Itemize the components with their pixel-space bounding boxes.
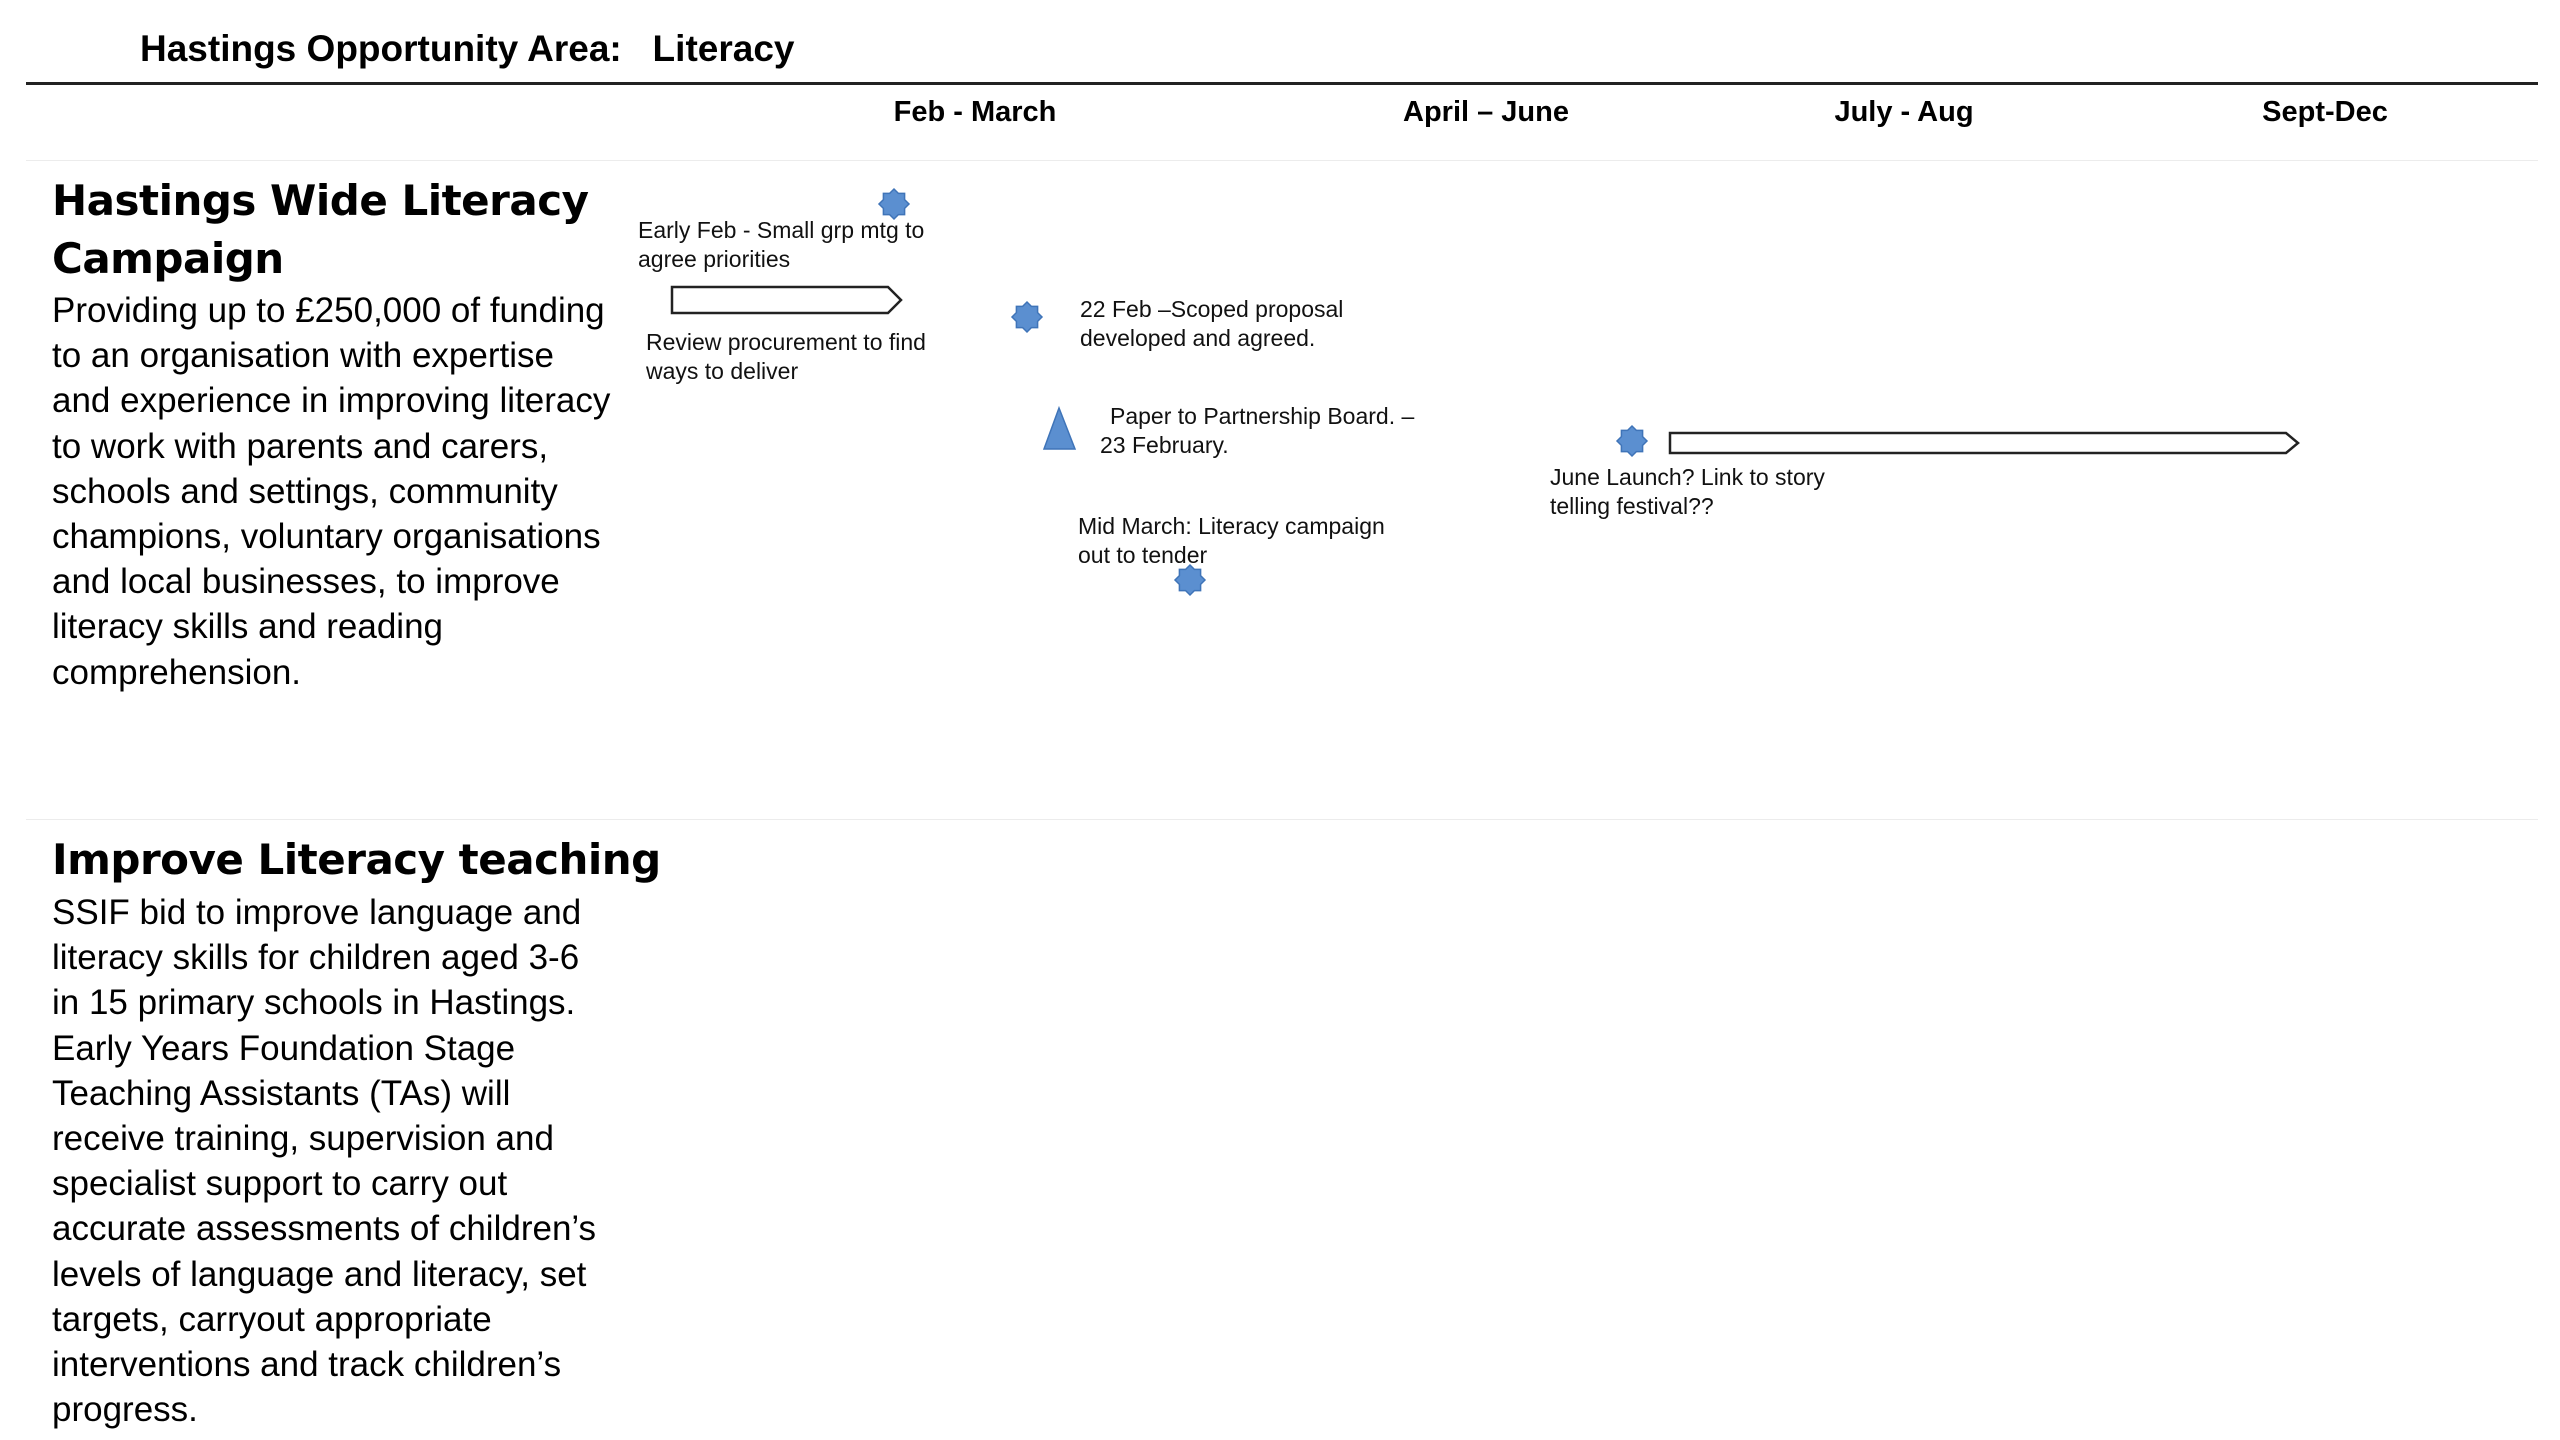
body-line: comprehension. (52, 652, 302, 692)
body-line: literacy skills for children aged 3-6 (52, 938, 580, 978)
launch-arrow-bar (1670, 433, 2298, 453)
body-line: to an organisation with expertise (52, 336, 554, 376)
column-heading-sept-dec: Sept-Dec (2262, 96, 2388, 128)
body-line: levels of language and literacy, set (52, 1254, 587, 1294)
body-line: Teaching Assistants (TAs) will (52, 1073, 511, 1113)
note-line: developed and agreed. (1080, 325, 1316, 351)
note-line: out to tender (1078, 542, 1208, 568)
body-line: Early Years Foundation Stage (52, 1028, 516, 1068)
column-heading-feb-march: Feb - March (893, 96, 1057, 128)
body-line: schools and settings, community (52, 471, 558, 511)
note-line: agree priorities (638, 246, 791, 272)
body-line: progress. (52, 1390, 198, 1430)
heading-line: Campaign (52, 234, 284, 283)
body-line: interventions and track children’s (52, 1345, 562, 1385)
milestone-scoped-proposal (1080, 295, 1343, 353)
milestone-review-procurement (646, 328, 926, 386)
note-line: Paper to Partnership Board. – (1110, 403, 1415, 429)
milestone-star-icon (1012, 302, 1042, 332)
body-line: literacy skills and reading (52, 607, 444, 647)
milestone-star-icon (879, 189, 909, 219)
heading-line: Hastings Wide Literacy (52, 176, 589, 225)
note-line: telling festival?? (1550, 493, 1714, 519)
column-heading-april-june: April – June (1403, 96, 1569, 128)
note-line: ways to deliver (646, 358, 799, 384)
review-arrow-bar (672, 287, 901, 313)
triangle-marker-icon (1044, 408, 1075, 449)
heading-line: Improve Literacy teaching (52, 835, 661, 884)
body-line: to work with parents and carers, (52, 426, 549, 466)
note-line: 23 February. (1100, 432, 1229, 458)
body-line: and experience in improving literacy (52, 381, 611, 421)
body-line: in 15 primary schools in Hastings. (52, 983, 576, 1023)
milestone-mid-march-tender (1078, 512, 1385, 570)
note-line: Review procurement to find (646, 329, 926, 355)
body-line: specialist support to carry out (52, 1164, 508, 1204)
page-title: Hastings Opportunity Area: Literacy (140, 28, 795, 69)
body-line: accurate assessments of children’s (52, 1209, 597, 1249)
body-line: champions, voluntary organisations (52, 517, 601, 557)
milestone-early-feb (638, 216, 924, 274)
note-line: Mid March: Literacy campaign (1078, 513, 1385, 539)
body-line: targets, carryout appropriate (52, 1299, 492, 1339)
column-heading-july-aug: July - Aug (1834, 96, 1974, 128)
body-line: and local businesses, to improve (52, 562, 560, 602)
milestone-star-icon (1617, 426, 1647, 456)
milestone-june-launch (1550, 463, 1825, 521)
note-line: June Launch? Link to story (1550, 464, 1825, 490)
note-line: Early Feb - Small grp mtg to (638, 217, 925, 243)
note-line: 22 Feb –Scoped proposal (1080, 296, 1344, 322)
body-line: receive training, supervision and (52, 1119, 554, 1159)
body-line: SSIF bid to improve language and (52, 893, 582, 932)
body-line: Providing up to £250,000 of funding (52, 291, 605, 330)
milestone-partnership-board (1100, 402, 1414, 460)
